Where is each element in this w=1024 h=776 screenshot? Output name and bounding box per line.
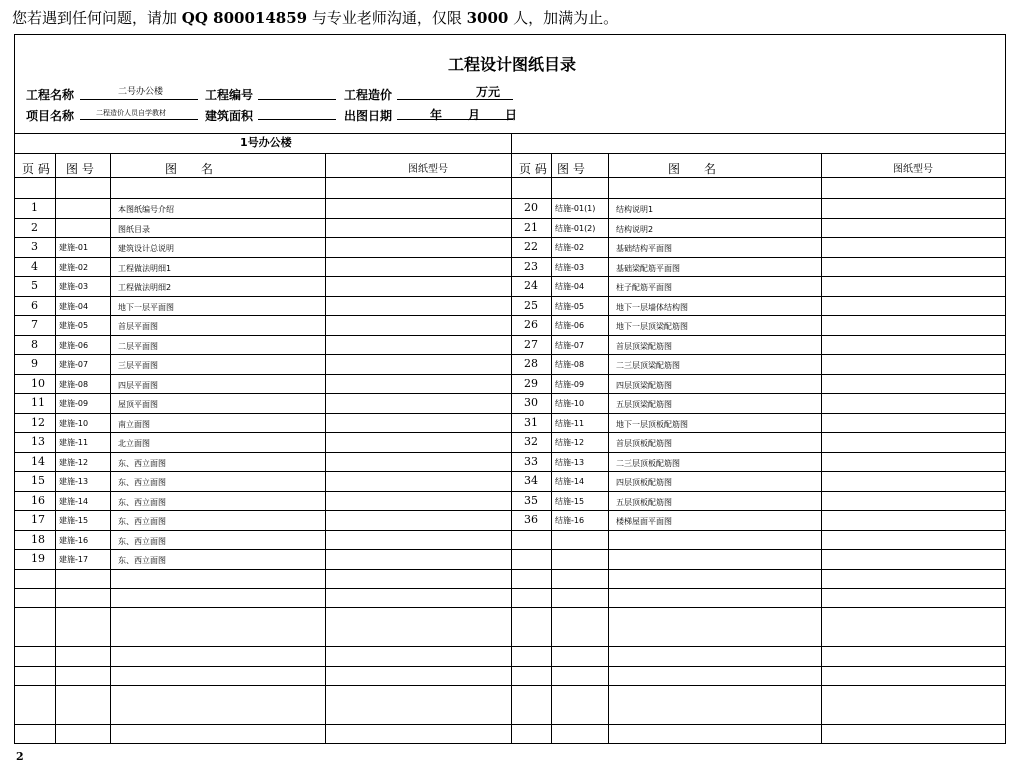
right-row-no: 结施-05: [555, 302, 585, 311]
project-no-underline: [258, 99, 336, 100]
left-row-name: 二层平面图: [118, 342, 158, 351]
item-name-underline: [80, 119, 198, 120]
left-row-page: 9: [31, 357, 38, 370]
left-row-no: 建施-15: [59, 516, 89, 525]
date-label: 出图日期: [344, 109, 393, 123]
row-line: [14, 393, 1006, 394]
left-row-name: 东、西立面图: [118, 517, 166, 526]
left-row-no: 建施-14: [59, 497, 89, 506]
left-row-page: 16: [31, 494, 45, 507]
table-top-line: [14, 133, 1006, 134]
cost-underline: [397, 99, 513, 100]
column-line: [551, 153, 552, 744]
right-header-name: 图 名: [668, 162, 717, 176]
left-row-page: 10: [31, 377, 45, 390]
left-row-name: 北立面图: [118, 439, 150, 448]
right-row-page: 25: [524, 299, 538, 312]
right-row-no: 结施-14: [555, 477, 585, 486]
column-line: [110, 153, 111, 744]
row-line: [14, 218, 1006, 219]
right-row-no: 结施-16: [555, 516, 585, 525]
right-row-name: 五层顶板配筋图: [616, 498, 672, 507]
cost-unit: 万元: [476, 85, 501, 99]
left-row-no: 建施-06: [59, 341, 89, 350]
row-line: [14, 724, 1006, 725]
left-row-page: 18: [31, 533, 45, 546]
date-underline: [397, 119, 513, 120]
left-row-no: 建施-11: [59, 438, 89, 447]
right-row-no: 结施-15: [555, 497, 585, 506]
right-row-name: 二三层顶板配筋图: [616, 459, 680, 468]
row-line: [14, 257, 1006, 258]
left-row-no: 建施-07: [59, 360, 89, 369]
left-row-no: 建施-13: [59, 477, 89, 486]
right-row-name: 二三层顶梁配筋图: [616, 361, 680, 370]
left-header-name: 图 名: [165, 162, 214, 176]
column-line: [55, 153, 56, 744]
left-row-no: 建施-03: [59, 282, 89, 291]
right-row-no: 结施-06: [555, 321, 585, 330]
right-row-page: 30: [524, 396, 538, 409]
notice-pre: 您若遇到任何问题，请加: [12, 9, 182, 27]
right-row-name: 四层顶梁配筋图: [616, 381, 672, 390]
right-row-name: 基础梁配筋平面图: [616, 264, 680, 273]
row-line: [14, 432, 1006, 433]
building-label: 1号办公楼: [240, 136, 292, 149]
row-line: [14, 296, 1006, 297]
row-line: [14, 374, 1006, 375]
right-row-name: 地下一层墙体结构图: [616, 303, 688, 312]
blank-row-line: [14, 198, 1006, 199]
left-row-name: 首层平面图: [118, 322, 158, 331]
left-row-name: 本图纸编号介绍: [118, 205, 174, 214]
column-line: [608, 153, 609, 744]
left-row-page: 12: [31, 416, 45, 429]
left-row-page: 6: [31, 299, 38, 312]
left-row-name: 建筑设计总说明: [118, 244, 174, 253]
item-name-label: 项目名称: [26, 109, 75, 123]
left-row-name: 东、西立面图: [118, 556, 166, 565]
left-row-name: 工程做法明细2: [118, 283, 172, 292]
right-row-page: 27: [524, 338, 538, 351]
right-header-page: 页 码: [519, 162, 547, 176]
right-row-name: 结构说明2: [616, 225, 654, 234]
left-row-page: 7: [31, 318, 38, 331]
right-row-no: 结施-09: [555, 380, 585, 389]
catalog-title: 工程设计图纸目录: [447, 55, 576, 74]
right-row-page: 21: [524, 221, 538, 234]
left-row-name: 工程做法明细1: [118, 264, 172, 273]
row-line: [14, 335, 1006, 336]
left-row-no: 建施-01: [59, 243, 89, 252]
right-row-no: 结施-04: [555, 282, 585, 291]
notice-banner: [12, 9, 618, 27]
right-row-name: 首层顶梁配筋图: [616, 342, 672, 351]
left-row-page: 11: [31, 396, 45, 409]
left-row-name: 东、西立面图: [118, 537, 166, 546]
left-row-page: 13: [31, 435, 45, 448]
right-row-page: 24: [524, 279, 538, 292]
row-line: [14, 607, 1006, 608]
right-row-no: 结施-03: [555, 263, 585, 272]
row-line: [14, 315, 1006, 316]
left-header-size: 图纸型号: [408, 164, 448, 175]
right-row-name: 柱子配筋平面图: [616, 283, 672, 292]
right-row-name: 地下一层顶梁配筋图: [616, 322, 688, 331]
item-name-value: 二程造价人员自学教材: [96, 109, 166, 117]
left-row-name: 南立面图: [118, 420, 150, 429]
header-top-line: [14, 153, 1006, 154]
row-line: [14, 685, 1006, 686]
left-row-page: 17: [31, 513, 45, 526]
left-row-no: 建施-17: [59, 555, 89, 564]
right-row-page: 29: [524, 377, 538, 390]
left-row-no: 建施-10: [59, 419, 89, 428]
right-row-name: 四层顶板配筋图: [616, 478, 672, 487]
left-row-no: 建施-09: [59, 399, 89, 408]
left-row-no: 建施-16: [59, 536, 89, 545]
row-line: [14, 530, 1006, 531]
left-row-name: 四层平面图: [118, 381, 158, 390]
left-row-page: 19: [31, 552, 45, 565]
right-row-name: 结构说明1: [616, 205, 654, 214]
left-row-page: 14: [31, 455, 45, 468]
left-row-page: 3: [31, 240, 38, 253]
row-line: [14, 569, 1006, 570]
right-row-no: 结施-12: [555, 438, 585, 447]
catalog-frame: [14, 34, 1006, 744]
left-row-name: 三层平面图: [118, 361, 158, 370]
area-label: 建筑面积: [205, 109, 254, 123]
header-bottom-line: [14, 177, 1006, 178]
row-line: [14, 276, 1006, 277]
left-row-page: 1: [31, 201, 38, 214]
right-row-no: 结施-02: [555, 243, 585, 252]
right-row-no: 结施-08: [555, 360, 585, 369]
left-header-page: 页 码: [22, 162, 50, 176]
right-row-no: 结施-13: [555, 458, 585, 467]
row-line: [14, 354, 1006, 355]
right-row-page: 31: [524, 416, 538, 429]
right-row-no: 结施-10: [555, 399, 585, 408]
left-row-no: 建施-05: [59, 321, 89, 330]
row-line: [14, 549, 1006, 550]
right-row-page: 28: [524, 357, 538, 370]
right-row-no: 结施-01(1): [555, 204, 596, 213]
left-row-name: 图纸目录: [118, 225, 150, 234]
left-row-no: 建施-04: [59, 302, 89, 311]
column-line: [821, 153, 822, 744]
center-divider: [511, 133, 512, 744]
row-line: [14, 666, 1006, 667]
row-line: [14, 588, 1006, 589]
row-line: [14, 452, 1006, 453]
right-row-no: 结施-01(2): [555, 224, 596, 233]
cost-label: 工程造价: [344, 88, 393, 102]
right-row-name: 地下一层顶板配筋图: [616, 420, 688, 429]
left-row-page: 2: [31, 221, 38, 234]
right-row-no: 结施-07: [555, 341, 585, 350]
right-row-name: 五层顶梁配筋图: [616, 400, 672, 409]
right-row-page: 34: [524, 474, 538, 487]
right-header-size: 图纸型号: [893, 164, 933, 175]
page-number: 2: [16, 750, 24, 763]
left-row-page: 8: [31, 338, 38, 351]
right-row-no: 结施-11: [555, 419, 585, 428]
column-line: [325, 153, 326, 744]
left-row-page: 4: [31, 260, 38, 273]
notice-limit: 3000: [466, 9, 509, 27]
right-row-page: 36: [524, 513, 538, 526]
right-row-page: 23: [524, 260, 538, 273]
notice-qq: QQ 800014859: [181, 9, 308, 27]
notice-mid: 与专业老师沟通，仅限: [307, 9, 467, 27]
right-row-page: 20: [524, 201, 538, 214]
left-row-page: 5: [31, 279, 38, 292]
row-line: [14, 510, 1006, 511]
right-row-name: 基础结构平面图: [616, 244, 672, 253]
left-row-name: 东、西立面图: [118, 498, 166, 507]
right-row-page: 35: [524, 494, 538, 507]
left-row-name: 东、西立面图: [118, 478, 166, 487]
project-no-label: 工程编号: [205, 88, 254, 102]
row-line: [14, 237, 1006, 238]
right-row-page: 32: [524, 435, 538, 448]
left-row-page: 15: [31, 474, 45, 487]
left-header-no: 图 号: [66, 162, 94, 176]
project-name-label: 工程名称: [26, 88, 75, 102]
row-line: [14, 646, 1006, 647]
notice-post: 人，加满为止。: [508, 9, 619, 27]
right-row-page: 33: [524, 455, 538, 468]
left-row-name: 屋顶平面图: [118, 400, 158, 409]
left-row-no: 建施-12: [59, 458, 89, 467]
project-name-underline: [80, 99, 198, 100]
left-row-name: 东、西立面图: [118, 459, 166, 468]
right-header-no: 图 号: [557, 162, 585, 176]
right-row-name: 首层顶板配筋图: [616, 439, 672, 448]
left-row-no: 建施-02: [59, 263, 89, 272]
row-line: [14, 413, 1006, 414]
date-month: 月: [468, 108, 481, 122]
area-underline: [258, 119, 336, 120]
row-line: [14, 491, 1006, 492]
left-row-no: 建施-08: [59, 380, 89, 389]
right-row-name: 楼梯屋面平面图: [616, 517, 672, 526]
left-row-name: 地下一层平面图: [118, 303, 174, 312]
row-line: [14, 471, 1006, 472]
date-day: 日: [505, 108, 518, 122]
right-row-page: 22: [524, 240, 538, 253]
right-row-page: 26: [524, 318, 538, 331]
date-year: 年: [430, 108, 443, 122]
project-name-value: 二号办公楼: [118, 87, 164, 97]
